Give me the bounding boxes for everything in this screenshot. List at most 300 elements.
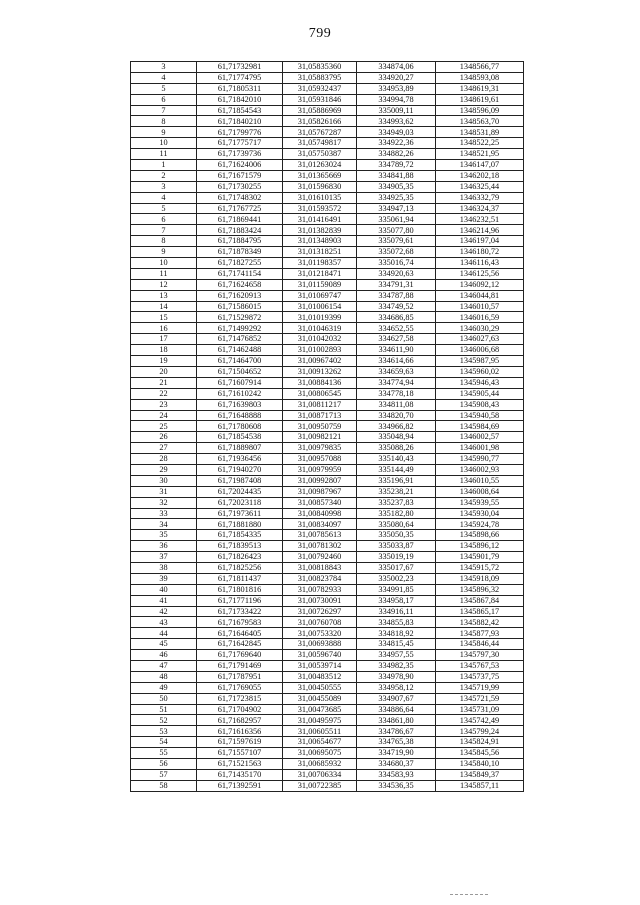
table-row [131, 759, 524, 770]
point-number-cell: 43 [131, 617, 197, 628]
table-row [131, 443, 524, 454]
x-coordinate-cell: 334778,18 [357, 388, 436, 399]
point-number-cell: 7 [131, 225, 197, 236]
y-coordinate-cell: 1346324,37 [436, 203, 524, 214]
table-row [131, 312, 524, 323]
longitude-cell: 31,00455089 [283, 693, 357, 704]
latitude-cell: 61,71854335 [197, 530, 283, 541]
x-coordinate-cell: 334680,37 [357, 759, 436, 770]
latitude-cell: 61,71827255 [197, 258, 283, 269]
x-coordinate-cell: 334953,89 [357, 83, 436, 94]
y-coordinate-cell: 1345737,75 [436, 671, 524, 682]
point-number-cell: 9 [131, 127, 197, 138]
point-number-cell: 50 [131, 693, 197, 704]
table-row [131, 508, 524, 519]
table-row [131, 334, 524, 345]
y-coordinate-cell: 1345896,32 [436, 584, 524, 595]
latitude-cell: 61,71730255 [197, 181, 283, 192]
point-number-cell: 46 [131, 650, 197, 661]
x-coordinate-cell: 334958,17 [357, 595, 436, 606]
y-coordinate-cell: 1345896,12 [436, 541, 524, 552]
x-coordinate-cell: 334905,35 [357, 181, 436, 192]
point-number-cell: 42 [131, 606, 197, 617]
latitude-cell: 61,71878349 [197, 247, 283, 258]
table-row [131, 650, 524, 661]
x-coordinate-cell: 334907,67 [357, 693, 436, 704]
y-coordinate-cell: 1346006,68 [436, 345, 524, 356]
table-row [131, 726, 524, 737]
x-coordinate-cell: 334818,92 [357, 628, 436, 639]
longitude-cell: 31,00823784 [283, 573, 357, 584]
latitude-cell: 61,71775717 [197, 138, 283, 149]
latitude-cell: 61,71826423 [197, 552, 283, 563]
longitude-cell: 31,00982121 [283, 432, 357, 443]
table-row [131, 356, 524, 367]
latitude-cell: 61,71682957 [197, 715, 283, 726]
latitude-cell: 61,71774795 [197, 72, 283, 83]
table-row [131, 247, 524, 258]
latitude-cell: 61,71557107 [197, 748, 283, 759]
latitude-cell: 61,71842010 [197, 94, 283, 105]
latitude-cell: 61,71839513 [197, 541, 283, 552]
point-number-cell: 14 [131, 301, 197, 312]
longitude-cell: 31,05931846 [283, 94, 357, 105]
latitude-cell: 61,71799776 [197, 127, 283, 138]
table-row [131, 639, 524, 650]
latitude-cell: 61,71462488 [197, 345, 283, 356]
latitude-cell: 61,71801816 [197, 584, 283, 595]
table-row [131, 628, 524, 639]
y-coordinate-cell: 1346002,93 [436, 464, 524, 475]
y-coordinate-cell: 1345882,42 [436, 617, 524, 628]
latitude-cell: 61,71504652 [197, 366, 283, 377]
y-coordinate-cell: 1345990,77 [436, 454, 524, 465]
table-row [131, 410, 524, 421]
longitude-cell: 31,00706334 [283, 769, 357, 780]
point-number-cell: 27 [131, 443, 197, 454]
table-row [131, 149, 524, 160]
latitude-cell: 61,71733422 [197, 606, 283, 617]
table-row [131, 170, 524, 181]
x-coordinate-cell: 334920,27 [357, 72, 436, 83]
point-number-cell: 21 [131, 377, 197, 388]
x-coordinate-cell: 334719,90 [357, 748, 436, 759]
table-row [131, 486, 524, 497]
table-row [131, 682, 524, 693]
y-coordinate-cell: 1345797,30 [436, 650, 524, 661]
table-row [131, 573, 524, 584]
latitude-cell: 61,71620913 [197, 290, 283, 301]
x-coordinate-cell: 334659,63 [357, 366, 436, 377]
point-number-cell: 54 [131, 737, 197, 748]
point-number-cell: 4 [131, 192, 197, 203]
latitude-cell: 61,71639803 [197, 399, 283, 410]
longitude-cell: 31,01002893 [283, 345, 357, 356]
latitude-cell: 61,71854543 [197, 105, 283, 116]
point-number-cell: 3 [131, 62, 197, 73]
y-coordinate-cell: 1348531,89 [436, 127, 524, 138]
point-number-cell: 9 [131, 247, 197, 258]
latitude-cell: 61,71769055 [197, 682, 283, 693]
longitude-cell: 31,01042032 [283, 334, 357, 345]
point-number-cell: 5 [131, 203, 197, 214]
x-coordinate-cell: 334922,36 [357, 138, 436, 149]
latitude-cell: 61,71973611 [197, 508, 283, 519]
latitude-cell: 61,71642845 [197, 639, 283, 650]
point-number-cell: 11 [131, 149, 197, 160]
y-coordinate-cell: 1346232,51 [436, 214, 524, 225]
x-coordinate-cell: 335088,26 [357, 443, 436, 454]
table-row [131, 617, 524, 628]
table-row [131, 268, 524, 279]
y-coordinate-cell: 1345857,11 [436, 780, 524, 791]
x-coordinate-cell: 335048,94 [357, 432, 436, 443]
point-number-cell: 6 [131, 94, 197, 105]
table-row [131, 748, 524, 759]
point-number-cell: 19 [131, 356, 197, 367]
point-number-cell: 39 [131, 573, 197, 584]
x-coordinate-cell: 335009,11 [357, 105, 436, 116]
point-number-cell: 7 [131, 105, 197, 116]
point-number-cell: 53 [131, 726, 197, 737]
x-coordinate-cell: 334820,70 [357, 410, 436, 421]
x-coordinate-cell: 334627,58 [357, 334, 436, 345]
longitude-cell: 31,01610135 [283, 192, 357, 203]
point-number-cell: 17 [131, 334, 197, 345]
y-coordinate-cell: 1345939,55 [436, 497, 524, 508]
y-coordinate-cell: 1345918,09 [436, 573, 524, 584]
y-coordinate-cell: 1346044,81 [436, 290, 524, 301]
x-coordinate-cell: 334536,35 [357, 780, 436, 791]
longitude-cell: 31,00605511 [283, 726, 357, 737]
x-coordinate-cell: 334765,38 [357, 737, 436, 748]
longitude-cell: 31,05826166 [283, 116, 357, 127]
longitude-cell: 31,05835360 [283, 62, 357, 73]
point-number-cell: 15 [131, 312, 197, 323]
longitude-cell: 31,01159089 [283, 279, 357, 290]
y-coordinate-cell: 1346030,29 [436, 323, 524, 334]
y-coordinate-cell: 1348522,25 [436, 138, 524, 149]
table-row [131, 214, 524, 225]
latitude-cell: 61,71869441 [197, 214, 283, 225]
table-row [131, 72, 524, 83]
longitude-cell: 31,01006154 [283, 301, 357, 312]
latitude-cell: 61,71704902 [197, 704, 283, 715]
point-number-cell: 36 [131, 541, 197, 552]
longitude-cell: 31,00473685 [283, 704, 357, 715]
y-coordinate-cell: 1345984,69 [436, 421, 524, 432]
y-coordinate-cell: 1345731,09 [436, 704, 524, 715]
latitude-cell: 61,71787951 [197, 671, 283, 682]
coordinates-table [130, 61, 524, 792]
longitude-cell: 31,00495975 [283, 715, 357, 726]
table-row [131, 62, 524, 73]
longitude-cell: 31,00967402 [283, 356, 357, 367]
longitude-cell: 31,00992807 [283, 475, 357, 486]
y-coordinate-cell: 1345721,59 [436, 693, 524, 704]
longitude-cell: 31,00979959 [283, 464, 357, 475]
longitude-cell: 31,00857340 [283, 497, 357, 508]
y-coordinate-cell: 1345987,95 [436, 356, 524, 367]
point-number-cell: 13 [131, 290, 197, 301]
point-number-cell: 23 [131, 399, 197, 410]
table-row [131, 192, 524, 203]
y-coordinate-cell: 1345930,04 [436, 508, 524, 519]
coordinates-table-body [131, 62, 524, 792]
latitude-cell: 61,71521563 [197, 759, 283, 770]
longitude-cell: 31,01263024 [283, 160, 357, 171]
x-coordinate-cell: 335196,91 [357, 475, 436, 486]
x-coordinate-cell: 334886,64 [357, 704, 436, 715]
latitude-cell: 61,71624006 [197, 160, 283, 171]
latitude-cell: 61,71723815 [197, 693, 283, 704]
table-row [131, 399, 524, 410]
longitude-cell: 31,00782933 [283, 584, 357, 595]
y-coordinate-cell: 1345799,24 [436, 726, 524, 737]
latitude-cell: 61,71940270 [197, 464, 283, 475]
table-row [131, 497, 524, 508]
x-coordinate-cell: 334583,93 [357, 769, 436, 780]
latitude-cell: 61,72023118 [197, 497, 283, 508]
x-coordinate-cell: 335077,80 [357, 225, 436, 236]
latitude-cell: 61,71646405 [197, 628, 283, 639]
point-number-cell: 49 [131, 682, 197, 693]
latitude-cell: 61,71771196 [197, 595, 283, 606]
y-coordinate-cell: 1346197,04 [436, 236, 524, 247]
longitude-cell: 31,00811217 [283, 399, 357, 410]
latitude-cell: 61,71741154 [197, 268, 283, 279]
y-coordinate-cell: 1345840,10 [436, 759, 524, 770]
longitude-cell: 31,05886969 [283, 105, 357, 116]
longitude-cell: 31,00781302 [283, 541, 357, 552]
table-row [131, 704, 524, 715]
x-coordinate-cell: 334815,45 [357, 639, 436, 650]
point-number-cell: 55 [131, 748, 197, 759]
y-coordinate-cell: 1345901,79 [436, 552, 524, 563]
latitude-cell: 61,71671579 [197, 170, 283, 181]
longitude-cell: 31,00685932 [283, 759, 357, 770]
point-number-cell: 22 [131, 388, 197, 399]
x-coordinate-cell: 334949,03 [357, 127, 436, 138]
latitude-cell: 61,71616356 [197, 726, 283, 737]
x-coordinate-cell: 334916,11 [357, 606, 436, 617]
table-row [131, 366, 524, 377]
point-number-cell: 24 [131, 410, 197, 421]
y-coordinate-cell: 1346010,55 [436, 475, 524, 486]
longitude-cell: 31,00840998 [283, 508, 357, 519]
longitude-cell: 31,00450555 [283, 682, 357, 693]
longitude-cell: 31,01365669 [283, 170, 357, 181]
latitude-cell: 61,71840210 [197, 116, 283, 127]
latitude-cell: 61,71499292 [197, 323, 283, 334]
x-coordinate-cell: 334982,35 [357, 660, 436, 671]
longitude-cell: 31,00722385 [283, 780, 357, 791]
x-coordinate-cell: 334789,72 [357, 160, 436, 171]
latitude-cell: 61,71586015 [197, 301, 283, 312]
longitude-cell: 31,00957088 [283, 454, 357, 465]
point-number-cell: 52 [131, 715, 197, 726]
table-row [131, 693, 524, 704]
longitude-cell: 31,00987967 [283, 486, 357, 497]
latitude-cell: 61,71607914 [197, 377, 283, 388]
point-number-cell: 41 [131, 595, 197, 606]
point-number-cell: 3 [131, 181, 197, 192]
x-coordinate-cell: 335061,94 [357, 214, 436, 225]
y-coordinate-cell: 1348596,09 [436, 105, 524, 116]
longitude-cell: 31,01069747 [283, 290, 357, 301]
x-coordinate-cell: 334774,94 [357, 377, 436, 388]
latitude-cell: 61,71748302 [197, 192, 283, 203]
y-coordinate-cell: 1345877,93 [436, 628, 524, 639]
page-number: 799 [308, 26, 332, 41]
longitude-cell: 31,00693888 [283, 639, 357, 650]
y-coordinate-cell: 1345742,49 [436, 715, 524, 726]
y-coordinate-cell: 1346016,59 [436, 312, 524, 323]
point-number-cell: 8 [131, 116, 197, 127]
point-number-cell: 29 [131, 464, 197, 475]
point-number-cell: 18 [131, 345, 197, 356]
x-coordinate-cell: 335050,35 [357, 530, 436, 541]
point-number-cell: 6 [131, 214, 197, 225]
longitude-cell: 31,00785613 [283, 530, 357, 541]
table-row [131, 377, 524, 388]
point-number-cell: 10 [131, 258, 197, 269]
latitude-cell: 61,71889807 [197, 443, 283, 454]
y-coordinate-cell: 1345960,02 [436, 366, 524, 377]
longitude-cell: 31,05750387 [283, 149, 357, 160]
table-row [131, 519, 524, 530]
latitude-cell: 61,72024435 [197, 486, 283, 497]
table-row [131, 421, 524, 432]
x-coordinate-cell: 335033,87 [357, 541, 436, 552]
table-row [131, 388, 524, 399]
x-coordinate-cell: 334978,90 [357, 671, 436, 682]
point-number-cell: 38 [131, 562, 197, 573]
longitude-cell: 31,01596830 [283, 181, 357, 192]
latitude-cell: 61,71679583 [197, 617, 283, 628]
y-coordinate-cell: 1345908,43 [436, 399, 524, 410]
point-number-cell: 47 [131, 660, 197, 671]
table-row [131, 769, 524, 780]
longitude-cell: 31,00792460 [283, 552, 357, 563]
table-row [131, 454, 524, 465]
latitude-cell: 61,71805311 [197, 83, 283, 94]
longitude-cell: 31,00913262 [283, 366, 357, 377]
point-number-cell: 33 [131, 508, 197, 519]
latitude-cell: 61,71987408 [197, 475, 283, 486]
latitude-cell: 61,71767725 [197, 203, 283, 214]
latitude-cell: 61,71854538 [197, 432, 283, 443]
latitude-cell: 61,71464700 [197, 356, 283, 367]
y-coordinate-cell: 1345898,66 [436, 530, 524, 541]
table-row [131, 475, 524, 486]
table-row [131, 236, 524, 247]
point-number-cell: 25 [131, 421, 197, 432]
x-coordinate-cell: 334855,83 [357, 617, 436, 628]
x-coordinate-cell: 334652,55 [357, 323, 436, 334]
y-coordinate-cell: 1348619,31 [436, 83, 524, 94]
longitude-cell: 31,00834097 [283, 519, 357, 530]
latitude-cell: 61,71884795 [197, 236, 283, 247]
y-coordinate-cell: 1345849,37 [436, 769, 524, 780]
y-coordinate-cell: 1345846,44 [436, 639, 524, 650]
latitude-cell: 61,71769640 [197, 650, 283, 661]
table-row [131, 258, 524, 269]
x-coordinate-cell: 334787,88 [357, 290, 436, 301]
table-row [131, 595, 524, 606]
y-coordinate-cell: 1346125,56 [436, 268, 524, 279]
point-number-cell: 37 [131, 552, 197, 563]
longitude-cell: 31,01593572 [283, 203, 357, 214]
table-row [131, 530, 524, 541]
point-number-cell: 48 [131, 671, 197, 682]
y-coordinate-cell: 1346116,43 [436, 258, 524, 269]
x-coordinate-cell: 334882,26 [357, 149, 436, 160]
table-row [131, 83, 524, 94]
point-number-cell: 57 [131, 769, 197, 780]
x-coordinate-cell: 334994,78 [357, 94, 436, 105]
bottom-dash-mark [450, 894, 488, 895]
longitude-cell: 31,00884136 [283, 377, 357, 388]
latitude-cell: 61,71529872 [197, 312, 283, 323]
x-coordinate-cell: 335072,68 [357, 247, 436, 258]
longitude-cell: 31,00596740 [283, 650, 357, 661]
x-coordinate-cell: 335002,23 [357, 573, 436, 584]
point-number-cell: 45 [131, 639, 197, 650]
latitude-cell: 61,71881880 [197, 519, 283, 530]
x-coordinate-cell: 335144,49 [357, 464, 436, 475]
x-coordinate-cell: 334958,12 [357, 682, 436, 693]
longitude-cell: 31,00818843 [283, 562, 357, 573]
table-row [131, 584, 524, 595]
table-row [131, 160, 524, 171]
longitude-cell: 31,00753320 [283, 628, 357, 639]
y-coordinate-cell: 1345915,72 [436, 562, 524, 573]
point-number-cell: 56 [131, 759, 197, 770]
y-coordinate-cell: 1345719,99 [436, 682, 524, 693]
x-coordinate-cell: 335237,83 [357, 497, 436, 508]
point-number-cell: 20 [131, 366, 197, 377]
longitude-cell: 31,05749817 [283, 138, 357, 149]
longitude-cell: 31,00539714 [283, 660, 357, 671]
longitude-cell: 31,00979835 [283, 443, 357, 454]
table-row [131, 225, 524, 236]
table-row [131, 290, 524, 301]
point-number-cell: 31 [131, 486, 197, 497]
longitude-cell: 31,01318251 [283, 247, 357, 258]
table-row [131, 279, 524, 290]
longitude-cell: 31,00871713 [283, 410, 357, 421]
latitude-cell: 61,71811437 [197, 573, 283, 584]
y-coordinate-cell: 1345905,44 [436, 388, 524, 399]
x-coordinate-cell: 335238,21 [357, 486, 436, 497]
y-coordinate-cell: 1346008,64 [436, 486, 524, 497]
longitude-cell: 31,00950759 [283, 421, 357, 432]
point-number-cell: 58 [131, 780, 197, 791]
y-coordinate-cell: 1345940,58 [436, 410, 524, 421]
point-number-cell: 10 [131, 138, 197, 149]
longitude-cell: 31,00730091 [283, 595, 357, 606]
y-coordinate-cell: 1345924,78 [436, 519, 524, 530]
x-coordinate-cell: 334925,35 [357, 192, 436, 203]
point-number-cell: 2 [131, 170, 197, 181]
point-number-cell: 26 [131, 432, 197, 443]
y-coordinate-cell: 1346214,96 [436, 225, 524, 236]
y-coordinate-cell: 1348619,61 [436, 94, 524, 105]
table-row [131, 737, 524, 748]
latitude-cell: 61,71883424 [197, 225, 283, 236]
table-row [131, 94, 524, 105]
